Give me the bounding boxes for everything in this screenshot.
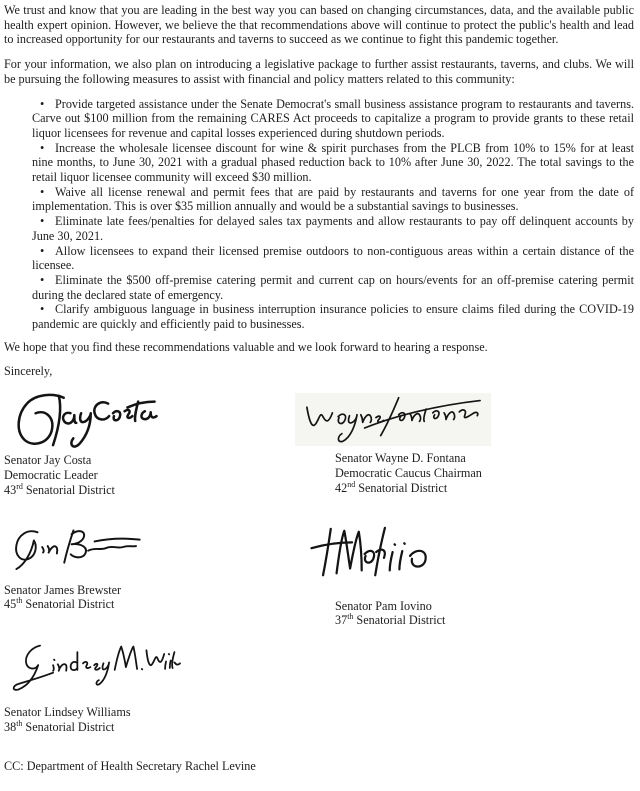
bullet-item-4 — [4, 214, 634, 243]
district-ordinal: th — [16, 596, 23, 606]
bullet-text: Increase the wholesale licensee discount for wine & spirit purchases from the PLCB from 10% to 15% for at least nine months, to June 30, 2021 with a gradual phased reduction back to 10% after June 30, 2022. The total savings to the retail liquor licensee community will exceed $30 million. — [32, 140, 634, 185]
lindsey-williams-signature-icon — [4, 640, 189, 696]
signature-block-james-brewster — [4, 524, 295, 613]
district-label: Senatorial District — [356, 613, 446, 628]
signatory-name: Senator Jay Costa — [4, 453, 92, 468]
signatory-title: Democratic Leader — [4, 467, 98, 482]
bullet-text: Provide targeted assistance under the Senate Democrat's small business assistance program to restaurants and taverns. Carve out $100 million from the remaining CARES Act proceeds to capitalize a program to provide grants to these retail liquor licensees for revenue and capital losses experienced during shutdown periods. — [32, 96, 634, 140]
district-ordinal: rd — [16, 481, 23, 491]
signature-row-1 — [4, 391, 634, 497]
letter-paragraph-2: For your information, we also plan on introducing a legislative package to further assist restaurants, taverns, and clubs. We will be pursuing the following measures to assist with financial and policy matters related to this community: — [4, 57, 634, 86]
bullet-item-1 — [4, 97, 634, 141]
signatory-info — [295, 451, 634, 495]
signatory-district — [4, 597, 295, 612]
bullet-dot — [40, 141, 55, 156]
valediction: Sincerely, — [4, 364, 53, 379]
bullet-dot — [40, 302, 55, 317]
bullet-dot — [40, 97, 55, 112]
bullet-item-7 — [4, 302, 634, 331]
district-number: 38 — [4, 719, 17, 734]
letter-paragraph-1: We trust and know that you are leading in the best way you can based on changing circumstances, data, and the available public health expert opinion. However, we believe the that recommendations above will continue to protect the public's health and lead to increased opportunity for our restaurants and taverns to succeed as we continue to fight this pandemic together. — [4, 3, 634, 47]
signature-block-wayne-fontana — [295, 391, 634, 495]
signatory-info — [4, 453, 295, 497]
bullet-dot — [40, 273, 55, 288]
district-number: 45 — [4, 597, 17, 612]
measures-bullet-list — [4, 97, 634, 332]
district-ordinal: nd — [347, 479, 356, 489]
district-ordinal: th — [347, 612, 354, 622]
signatory-name: Senator James Brewster — [4, 582, 122, 597]
signatory-info — [4, 705, 295, 735]
signatory-name: Senator Lindsey Williams — [4, 705, 131, 720]
bullet-text: Eliminate the $500 off-premise catering permit and current cap on hours/events for an off-premise catering permit during the declared state of emergency. — [32, 272, 634, 302]
bullet-text: Waive all license renewal and permit fees that are paid by restaurants and taverns for one year from the date of implementation. This is over $35 million annually and would be a substantial savings to businesses. — [32, 184, 634, 214]
signature-block-lindsey-williams — [4, 640, 295, 735]
signature-block-pam-iovino — [295, 524, 634, 629]
signature-row-2 — [4, 524, 634, 629]
bullet-dot — [40, 244, 55, 259]
wayne-fontana-signature-icon — [295, 393, 491, 446]
district-ordinal: th — [16, 718, 23, 728]
bullet-dot — [40, 185, 55, 200]
iovino-scan-area — [307, 524, 634, 582]
jay-costa-signature-icon — [6, 391, 161, 449]
bullet-item-5 — [4, 244, 634, 273]
bullet-item-3 — [4, 185, 634, 214]
bullet-text: Clarify ambiguous language in business interruption insurance policies to ensure claims filed during the COVID-19 pandemic are quickly and efficiently paid to businesses. — [32, 302, 634, 332]
district-number: 43 — [4, 482, 17, 497]
signatory-info — [4, 583, 295, 613]
bullet-text: Allow licensees to expand their licensed premise outdoors to non-contiguous areas within a certain distance of the licensee. — [32, 243, 634, 273]
james-brewster-signature-icon — [6, 524, 151, 570]
district-label: Senatorial District — [25, 597, 115, 612]
cc-line: CC: Department of Health Secretary Rachel Levine — [4, 758, 256, 773]
fontana-scan-area — [295, 393, 491, 446]
signatory-name: Senator Wayne D. Fontana — [335, 451, 466, 466]
bullet-item-6 — [4, 273, 634, 302]
signatory-title: Democratic Caucus Chairman — [335, 465, 482, 480]
district-number: 42 — [335, 480, 348, 495]
signatory-name: Senator Pam Iovino — [335, 598, 432, 613]
pam-iovino-signature-icon — [307, 524, 457, 582]
district-label: Senatorial District — [25, 482, 115, 497]
bullet-dot — [40, 214, 55, 229]
signatory-district — [335, 481, 634, 496]
district-label: Senatorial District — [358, 480, 448, 495]
bullet-text: Eliminate late fees/penalties for delayed sales tax payments and allow restaurants to pay off delinquent accounts by June 30, 2021. — [32, 214, 634, 243]
signatory-district — [4, 720, 295, 735]
signature-block-jay-costa — [4, 391, 295, 497]
bullet-item-2 — [4, 141, 634, 185]
closing-paragraph: We hope that you find these recommendations valuable and we look forward to hearing a response. — [4, 339, 488, 354]
signatory-district — [4, 483, 295, 498]
signatory-district — [335, 613, 634, 628]
district-number: 37 — [335, 613, 348, 628]
district-label: Senatorial District — [25, 719, 115, 734]
signature-row-3 — [4, 640, 634, 735]
signatory-info — [295, 599, 634, 629]
